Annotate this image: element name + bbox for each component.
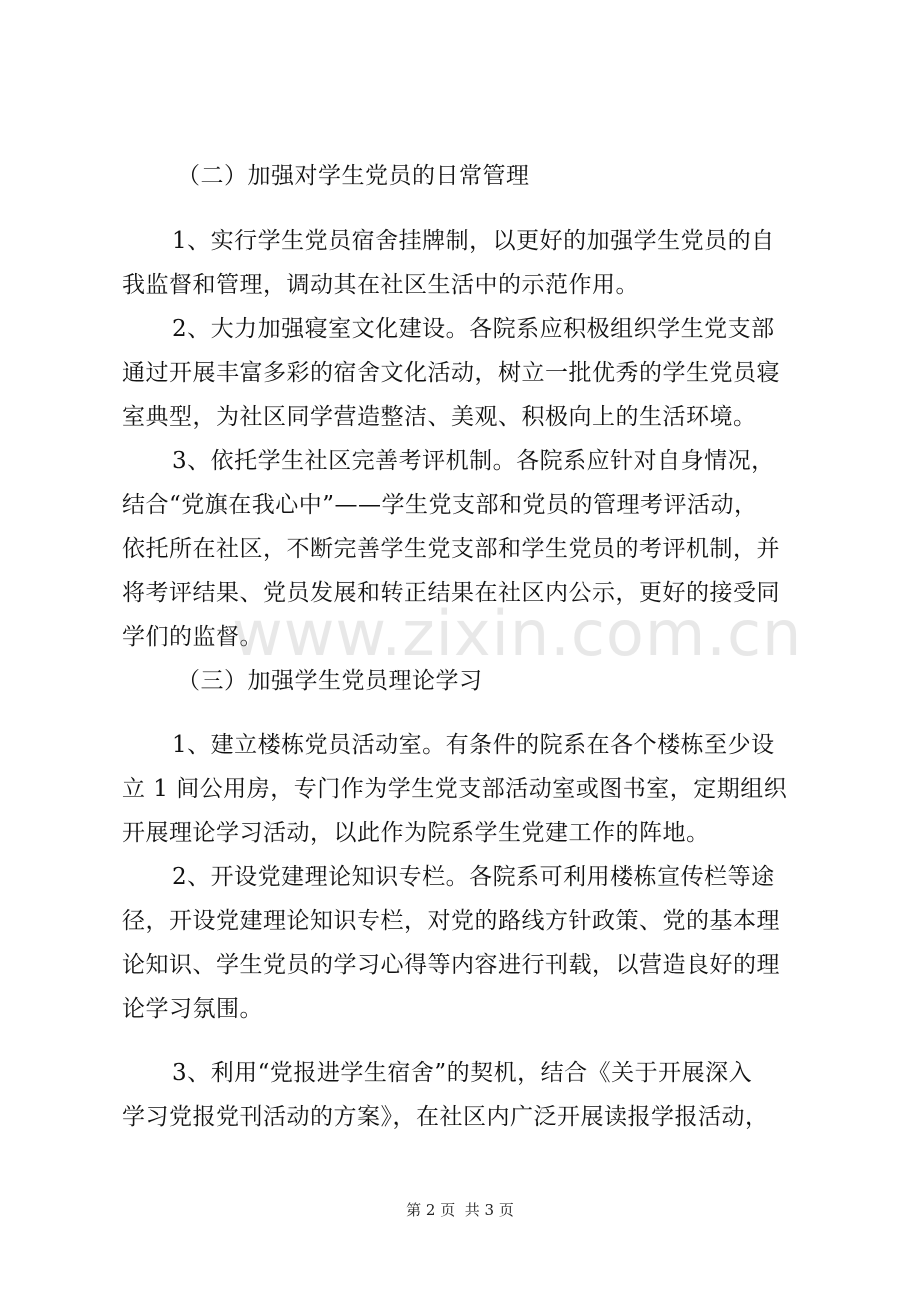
paragraph-line: 室典型，为社区同学营造整洁、美观、积极向上的生活环境。: [122, 404, 757, 430]
paragraph-line: 3、依托学生社区完善考评机制。各院系应针对自身情况，: [172, 448, 775, 474]
paragraph-line: 结合“党旗在我心中”——学生党支部和党员的管理考评活动，: [122, 492, 758, 518]
paragraph-line: 通过开展丰富多彩的宿舍文化活动，树立一批优秀的学生党员寝: [122, 360, 780, 386]
paragraph-line: 2、大力加强寝室文化建设。各院系应积极组织学生党支部: [172, 316, 775, 342]
page-footer: 第 2 页 共 3 页: [406, 1201, 514, 1219]
paragraph-line: 1、建立楼栋党员活动室。有条件的院系在各个楼栋至少设: [172, 732, 775, 758]
paragraph-line: 立 1 间公用房，专门作为学生党支部活动室或图书室，定期组织: [122, 776, 788, 802]
paragraph-line: 学习党报党刊活动的方案》，在社区内广泛开展读报学报活动，: [122, 1104, 769, 1130]
watermark: www.zixin.com.cn: [232, 597, 803, 670]
paragraph-line: 径，开设党建理论知识专栏，对党的路线方针政策、党的基本理: [122, 908, 780, 934]
paragraph-line: 依托所在社区，不断完善学生党支部和学生党员的考评机制，并: [122, 536, 780, 562]
paragraph-line: 学们的监督。: [122, 624, 263, 650]
paragraph-line: 我监督和管理，调动其在社区生活中的示范作用。: [122, 272, 639, 298]
paragraph-line: 开展理论学习活动，以此作为院系学生党建工作的阵地。: [122, 820, 710, 846]
paragraph-line: 将考评结果、党员发展和转正结果在社区内公示，更好的接受同: [122, 580, 780, 606]
paragraph-line: 论知识、学生党员的学习心得等内容进行刊载，以营造良好的理: [122, 952, 780, 978]
section-heading-2: （二）加强对学生党员的日常管理: [177, 163, 530, 189]
paragraph-line: 2、开设党建理论知识专栏。各院系可利用楼栋宣传栏等途: [172, 864, 775, 890]
paragraph-line: 1、实行学生党员宿舍挂牌制，以更好的加强学生党员的自: [172, 228, 775, 254]
paragraph-line: 3、利用“党报进学生宿舍”的契机，结合《关于开展深入: [172, 1060, 753, 1086]
paragraph-line: 论学习氛围。: [122, 996, 263, 1022]
section-heading-3: （三）加强学生党员理论学习: [177, 668, 483, 694]
